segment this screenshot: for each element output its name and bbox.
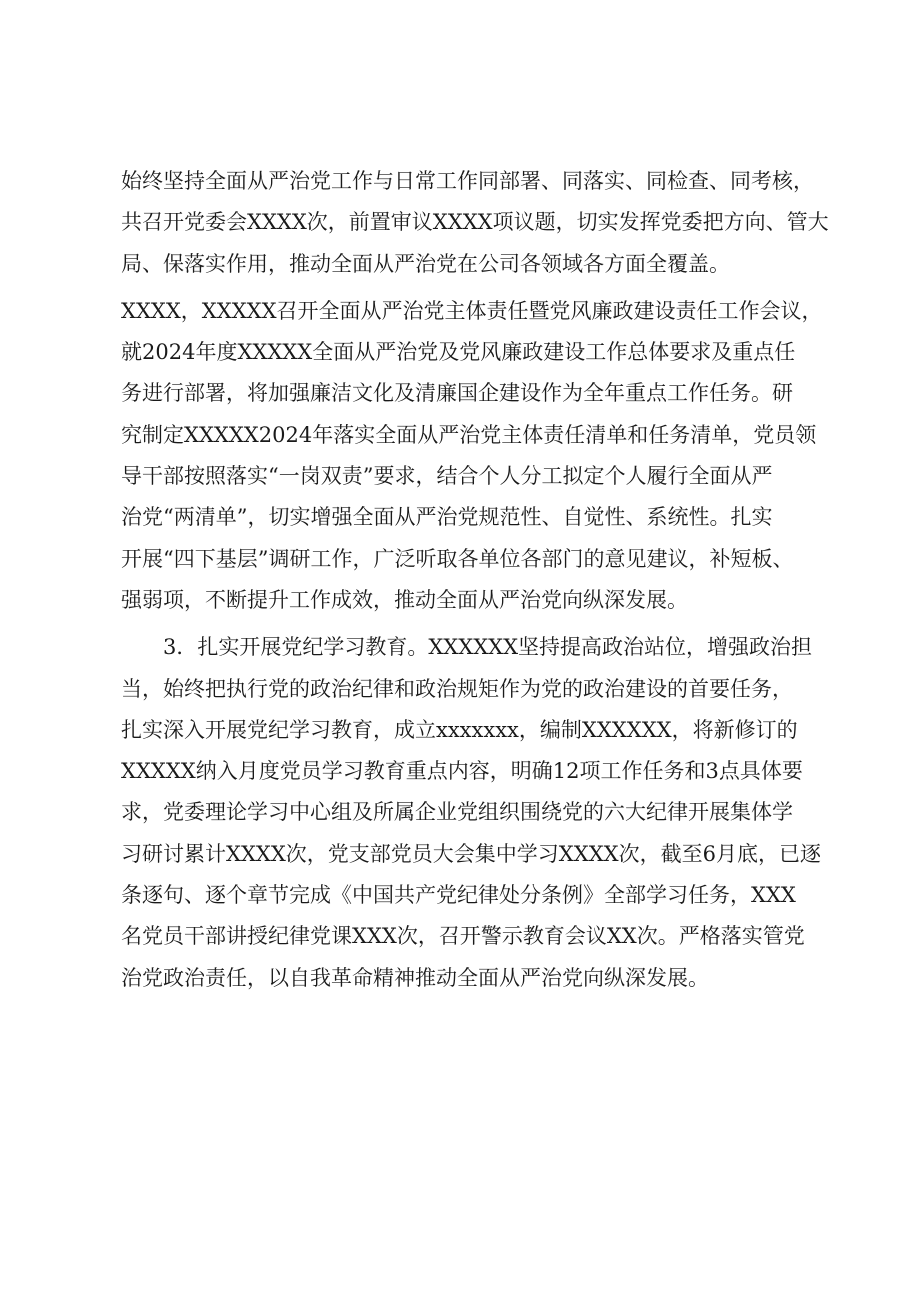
text-line: 求，党委理论学习中心组及所属企业党组织围绕党的六大纪律开展集体学 [121, 800, 793, 825]
paragraph-1 [121, 161, 829, 285]
paragraph-2 [121, 291, 823, 621]
text-line: 治党“两清单”，切实增强全面从严治党规范性、自觉性、系统性。扎实 [121, 505, 773, 530]
text-line: 强弱项，不断提升工作成效，推动全面从严治党向纵深发展。 [121, 587, 688, 612]
text-line: 就2024年度XXXXX全面从严治党及党风廉政建设工作总体要求及重点任 [121, 340, 796, 365]
text-line: 当，始终把执行党的政治纪律和政治规矩作为党的政治建设的首要任务， [121, 676, 793, 701]
text-line: 究制定XXXXX2024年落实全面从严治党主体责任清单和任务清单，党员领 [121, 422, 817, 447]
text-line: 共召开党委会XXXX次，前置审议XXXX项议题，切实发挥党委把方向、管大 [121, 210, 829, 235]
document-body [121, 161, 829, 999]
text-line: 局、保落实作用，推动全面从严治党在公司各领域各方面全覆盖。 [121, 251, 730, 276]
text-line: 扎实深入开展党纪学习教育，成立xxxxxxx，编制XXXXXX，将新修订的 [121, 717, 798, 742]
text-line: XXXXX纳入月度党员学习教育重点内容，明确12项工作任务和3点具体要 [121, 759, 803, 784]
text-line: 名党员干部讲授纪律党课XXX次，召开警示教育会议XX次。严格落实管党 [121, 924, 805, 949]
text-line: 3．扎实开展党纪学习教育。XXXXXX坚持提高政治站位，增强政治担 [163, 635, 813, 660]
text-line: 导干部按照落实“一岗双责”要求，结合个人分工拟定个人履行全面从严 [121, 464, 773, 489]
text-line: 习研讨累计XXXX次，党支部党员大会集中学习XXXX次，截至6月底，已逐 [121, 841, 821, 866]
text-line: XXXX，XXXXX召开全面从严治党主体责任暨党风廉政建设责任工作会议， [121, 298, 823, 323]
text-line: 始终坚持全面从严治党工作与日常工作同部署、同落实、同检查、同考核， [121, 169, 814, 193]
text-line: 条逐句、逐个章节完成《中国共产党纪律处分条例》全部学习任务，XXX [121, 883, 796, 908]
text-line: 治党政治责任，以自我革命精神推动全面从严治党向纵深发展。 [121, 965, 709, 990]
text-line: 务进行部署，将加强廉洁文化及清廉国企建设作为全年重点工作任务。研 [121, 381, 793, 406]
text-line: 开展“四下基层”调研工作，广泛听取各单位各部门的意见建议，补短板、 [121, 546, 794, 571]
paragraph-3 [121, 627, 821, 999]
